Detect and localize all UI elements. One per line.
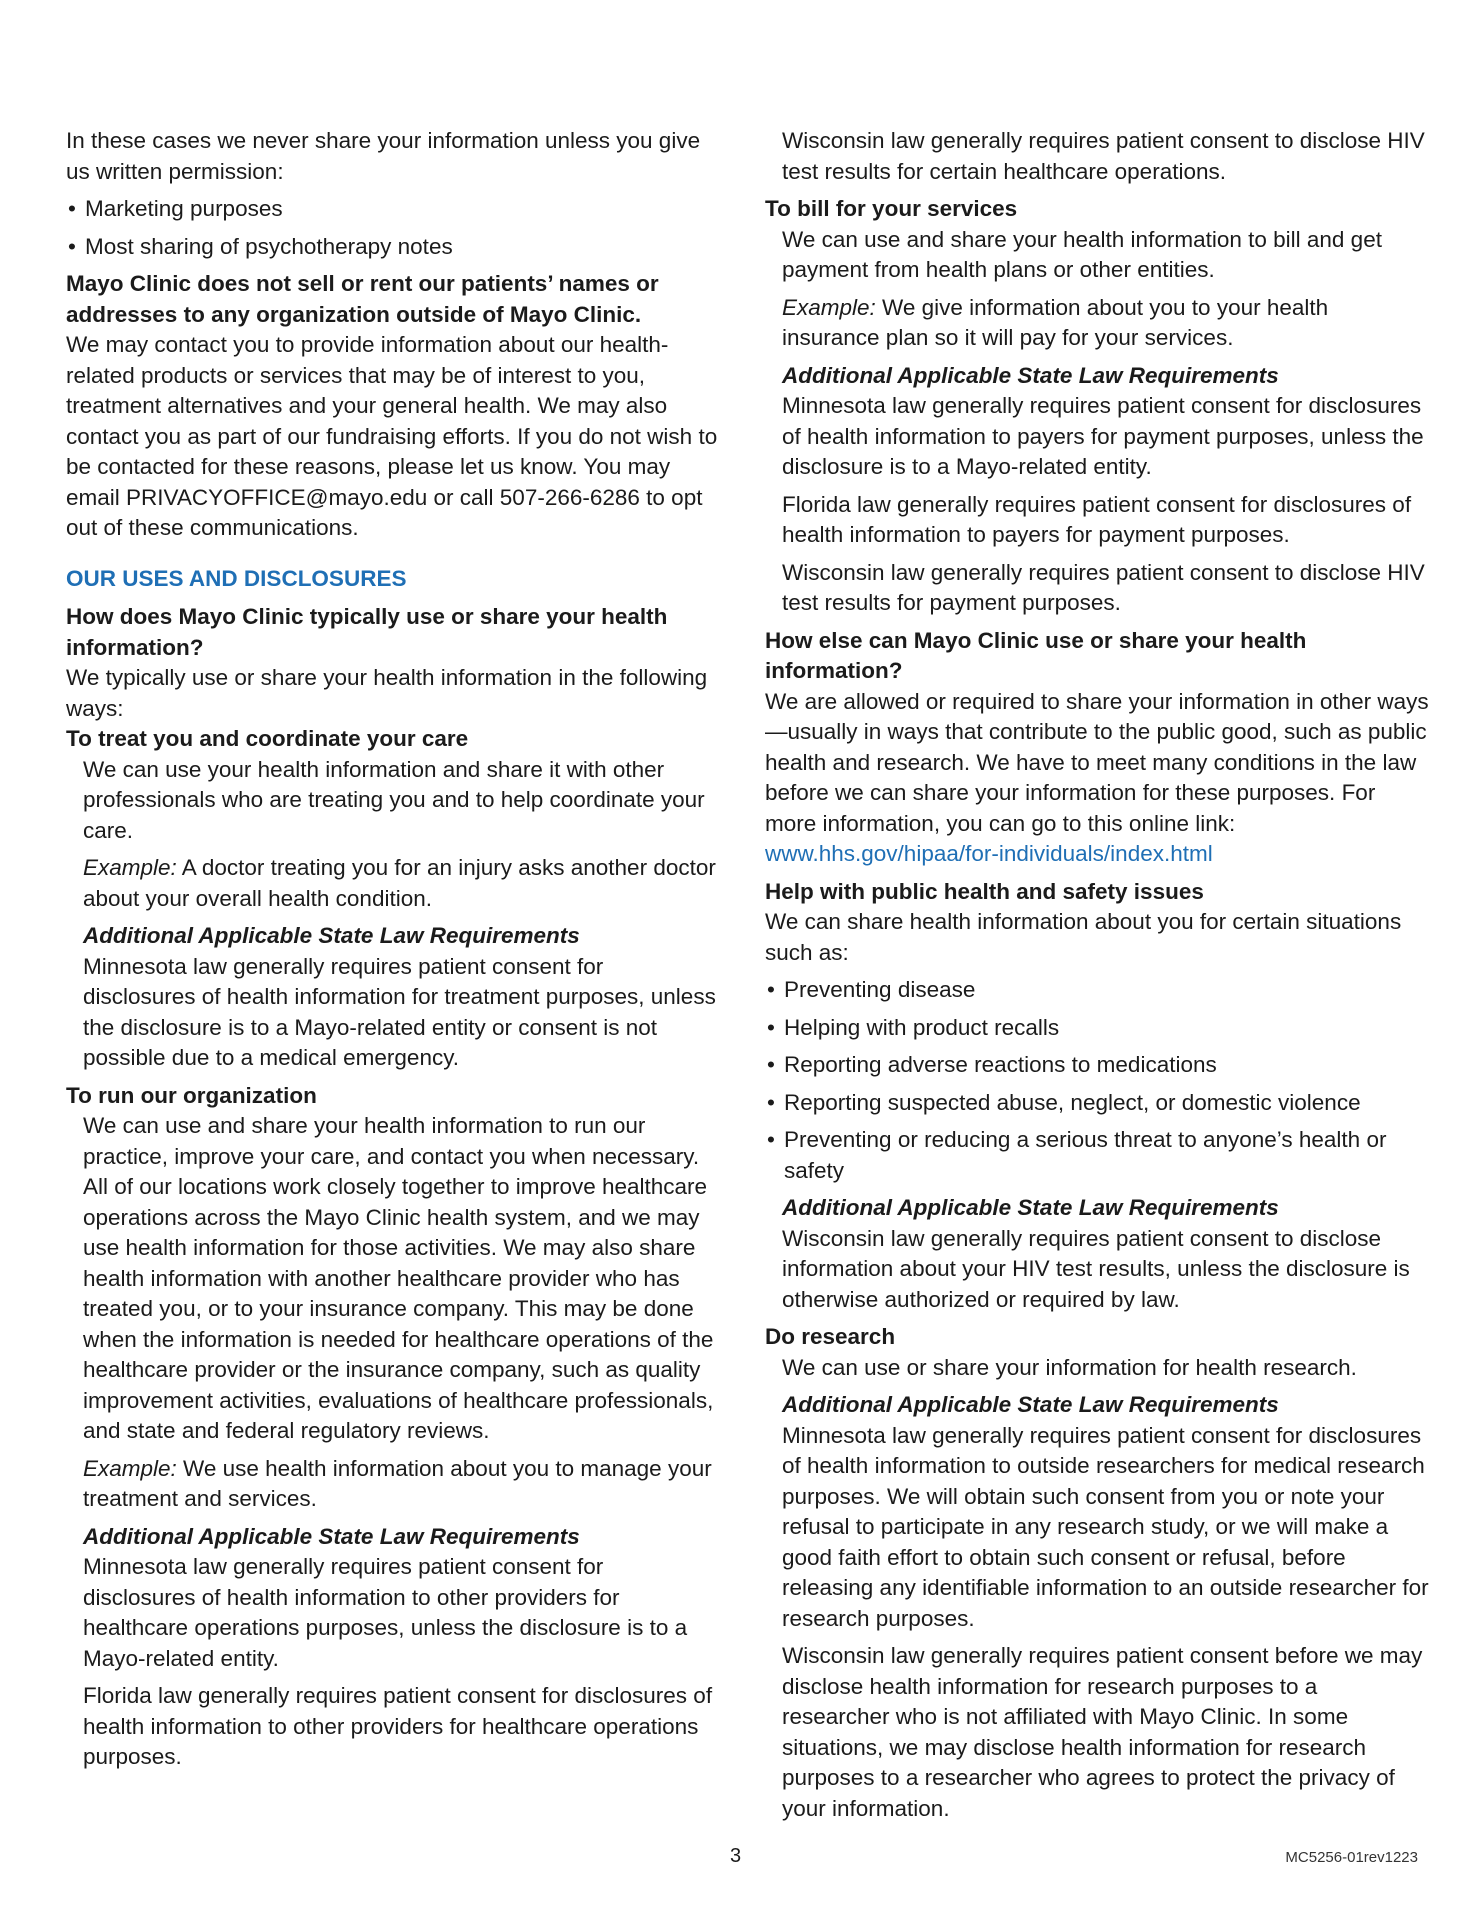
typical-use-answer: We typically use or share your health information in the following ways: — [66, 665, 708, 721]
treat-state-heading: Additional Applicable State Law Requirements — [83, 923, 580, 948]
run-text: We can use and share your health information to run our practice, improve your care, and contact you when necessary. All of our locations work closely together to improve healthcare operations across the Mayo Clinic health system, and we may use health information for those activities. We may also share health information with another healthcare provider who has treated you, or to your insurance company. This may be done when the information is needed for healthcare operations of the healthcare provider or the insurance company, such as quality improvement activities, evaluations of healthcare professionals, and state and federal regulatory reviews. — [83, 1113, 714, 1443]
bill-state-heading: Additional Applicable State Law Requirements — [782, 362, 1279, 388]
bill-state-text-minnesota: Minnesota law generally requires patient consent for disclosures of health information to payers for payment purposes, unless the disclosure is to a Mayo-related entity. — [782, 393, 1424, 479]
intro-bullet-list — [66, 194, 720, 262]
right-column — [765, 126, 1430, 1824]
hhs-link[interactable]: www.hhs.gov/hipaa/for-individuals/index.html — [765, 841, 1213, 866]
example-label: Example: — [782, 294, 876, 320]
bill-example — [782, 293, 1430, 354]
bill-state-text-florida: Florida law generally requires patient consent for disclosures of health information to payers for payment purposes. — [782, 491, 1412, 547]
section-heading-uses-disclosures: OUR USES AND DISCLOSURES — [66, 565, 407, 591]
bill-state-text-wisconsin: Wisconsin law generally requires patient consent to disclose HIV test results for payment purposes. — [782, 559, 1425, 615]
bullet-icon: • — [68, 196, 76, 221]
public-health-state-section — [765, 1193, 1430, 1315]
run-example — [83, 1454, 720, 1515]
run-state-heading: Additional Applicable State Law Requirements — [83, 1523, 580, 1549]
else-question: How else can Mayo Clinic use or share your health information? — [765, 627, 1307, 683]
list-item: • Marketing purposes — [66, 194, 720, 225]
public-health-text: We can share health information about you for certain situations such as: — [765, 909, 1402, 965]
list-item: • Helping with product recalls — [765, 1013, 1430, 1044]
bullet-icon: • — [767, 1089, 775, 1115]
example-label: Example: — [83, 1455, 177, 1481]
else-text: We are allowed or required to share your information in other ways—usually in ways that contribute to the public good, such as public health and research. We have to meet many conditions in the law before we can share your information for these purposes. For more information, you can go to this online link: www.hhs.gov/hipaa/for-individuals/index.html — [765, 688, 1429, 866]
list-item: • Reporting adverse reactions to medications — [765, 1050, 1430, 1081]
public-health-bullet-list — [765, 975, 1430, 1186]
list-item: • Most sharing of psychotherapy notes — [66, 232, 720, 263]
list-item: • Reporting suspected abuse, neglect, or domestic violence — [765, 1088, 1430, 1119]
run-heading: To run our organization — [66, 1082, 317, 1108]
wisconsin-ops-text: Wisconsin law generally requires patient consent to disclose HIV test results for certain healthcare operations. — [782, 128, 1425, 184]
research-state-text-minnesota: Minnesota law generally requires patient consent for disclosures of health information to outside researchers for medical research purposes. We will obtain such consent from you or note your refusal to participate in any research study, or we will make a good faith effort to obtain such consent or refusal, before releasing any identifiable information to an outside researcher for research purposes. — [782, 1422, 1429, 1631]
public-health-state-text: Wisconsin law generally requires patient consent to disclose information about your HIV test results, unless the disclosure is otherwise authorized or required by law. — [782, 1225, 1410, 1312]
no-sell-notice: Mayo Clinic does not sell or rent our patients’ names or addresses to any organization outside of Mayo Clinic. — [66, 271, 659, 327]
run-state-text-florida: Florida law generally requires patient consent for disclosures of health information to other providers for healthcare operations purposes. — [83, 1683, 713, 1769]
treat-section — [66, 755, 720, 1074]
bullet-icon: • — [68, 233, 76, 259]
example-text: We give information about you to your health insurance plan so it will pay for your services. — [782, 294, 1329, 350]
run-state-text-minnesota: Minnesota law generally requires patient consent for disclosures of health information to other providers for healthcare operations purposes, unless the disclosure is to a Mayo-related entity. — [83, 1554, 688, 1671]
typical-use-question: How does Mayo Clinic typically use or share your health information? — [66, 604, 668, 660]
research-heading: Do research — [765, 1324, 896, 1349]
page-number: 3 — [730, 1845, 742, 1867]
list-item: • Preventing or reducing a serious threat to anyone’s health or safety — [767, 1127, 1387, 1183]
wisconsin-ops-section — [765, 126, 1430, 187]
treat-state-text: Minnesota law generally requires patient consent for disclosures of health information for treatment purposes, unless the disclosure is to a Mayo-related entity or consent is not possible due to a medical emergency. — [83, 953, 716, 1070]
bill-heading: To bill for your services — [765, 196, 1018, 221]
example-text: We use health information about you to manage your treatment and services. — [83, 1455, 712, 1511]
treat-text: We can use your health information and share it with other professionals who are treating you and to help coordinate your care. — [83, 756, 705, 843]
intro-paragraph: In these cases we never share your information unless you give us written permission: — [66, 128, 701, 184]
research-section — [765, 1353, 1430, 1825]
public-health-heading: Help with public health and safety issues — [765, 878, 1204, 904]
bill-text: We can use and share your health information to bill and get payment from health plans or other entities. — [782, 226, 1382, 282]
bullet-icon: • — [767, 1127, 775, 1152]
treat-heading: To treat you and coordinate your care — [66, 726, 469, 751]
document-code: MC5256-01rev1223 — [1285, 1849, 1418, 1866]
research-state-heading: Additional Applicable State Law Requirements — [782, 1392, 1279, 1417]
research-state-text-wisconsin: Wisconsin law generally requires patient consent before we may disclose health information for research purposes to a researcher who is not affiliated with Mayo Clinic. In some situations, we may disclose health information for research purposes to a researcher who agrees to protect the privacy of your information. — [782, 1643, 1423, 1821]
left-column — [66, 126, 720, 1773]
research-text: We can use or share your information for health research. — [782, 1354, 1357, 1380]
run-section — [66, 1111, 720, 1773]
treat-example — [83, 853, 720, 914]
list-item: • Preventing disease — [765, 975, 1430, 1006]
bullet-icon: • — [767, 1052, 775, 1077]
example-label: Example: — [83, 855, 177, 880]
public-health-state-heading: Additional Applicable State Law Requirements — [782, 1195, 1279, 1220]
example-text: A doctor treating you for an injury asks another doctor about your overall health condition. — [83, 855, 716, 911]
bill-section — [765, 225, 1430, 619]
contact-paragraph: We may contact you to provide information about our health-related products or services that may be of interest to you, treatment alternatives and your general health. We may also contact you as part of our fundraising efforts. If you do not wish to be contacted for these reasons, please let us know. You may email PRIVACYOFFICE@mayo.edu or call 507-266-6286 to opt out of these communications. — [66, 332, 718, 540]
bullet-icon: • — [767, 1014, 775, 1040]
bullet-icon: • — [767, 977, 775, 1002]
